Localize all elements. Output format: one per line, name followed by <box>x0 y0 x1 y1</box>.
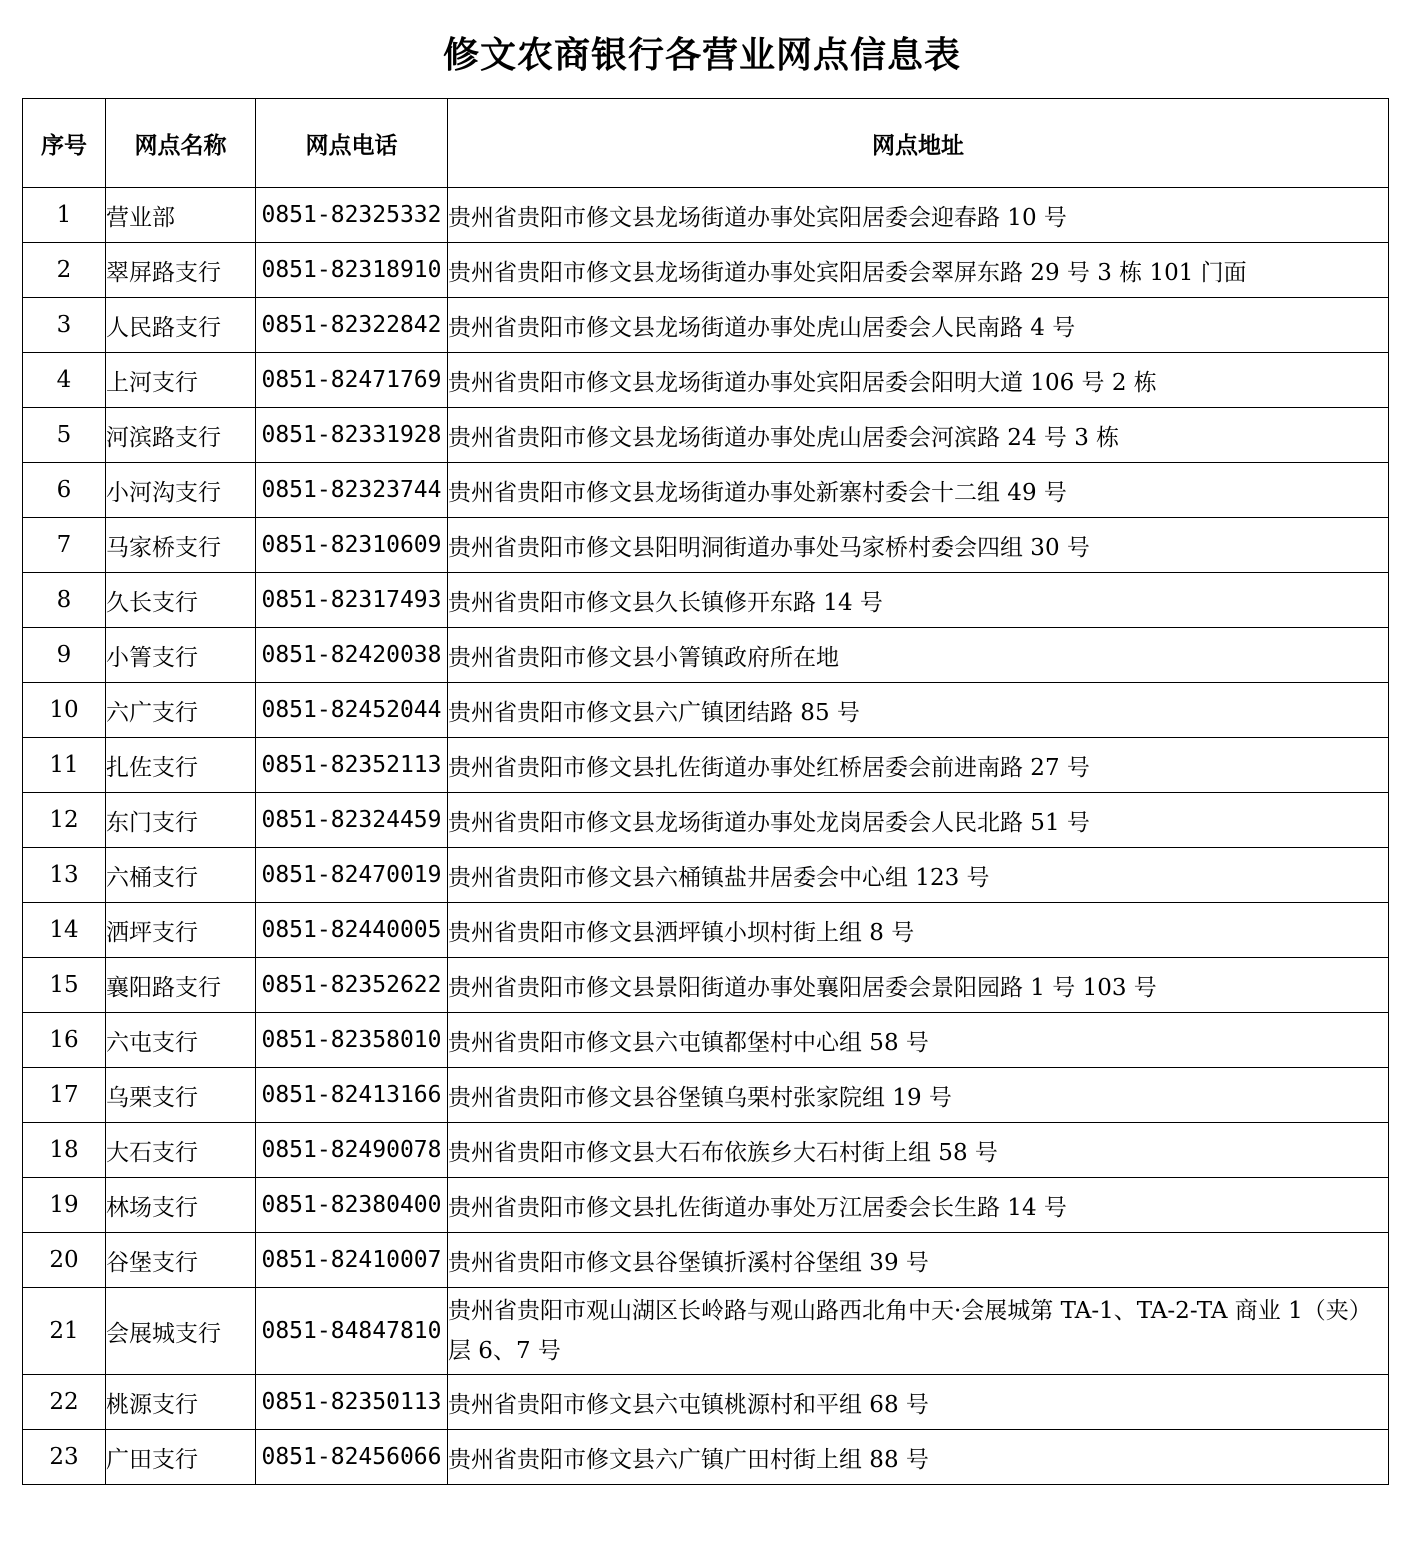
branch-address: 贵州省贵阳市修文县龙场街道办事处宾阳居委会迎春路 10 号 <box>448 188 1389 243</box>
branch-address: 贵州省贵阳市修文县六广镇团结路 85 号 <box>448 683 1389 738</box>
table-row <box>23 298 1389 353</box>
branch-phone: 0851-82490078 <box>256 1123 448 1178</box>
branch-name: 河滨路支行 <box>106 408 256 463</box>
branch-name: 营业部 <box>106 188 256 243</box>
table-row <box>23 408 1389 463</box>
header-address: 网点地址 <box>448 99 1389 188</box>
branch-address: 贵州省贵阳市修文县六屯镇桃源村和平组 68 号 <box>448 1375 1389 1430</box>
branch-address: 贵州省贵阳市修文县久长镇修开东路 14 号 <box>448 573 1389 628</box>
branch-name: 乌栗支行 <box>106 1068 256 1123</box>
branch-address: 贵州省贵阳市修文县扎佐街道办事处红桥居委会前进南路 27 号 <box>448 738 1389 793</box>
branch-name: 小河沟支行 <box>106 463 256 518</box>
branch-name: 会展城支行 <box>106 1288 256 1375</box>
row-number: 11 <box>23 738 106 793</box>
row-number: 22 <box>23 1375 106 1430</box>
branch-phone: 0851-82471769 <box>256 353 448 408</box>
row-number: 1 <box>23 188 106 243</box>
branch-name: 六桶支行 <box>106 848 256 903</box>
row-number: 21 <box>23 1288 106 1375</box>
branch-phone: 0851-82410007 <box>256 1233 448 1288</box>
branch-address: 贵州省贵阳市修文县六桶镇盐井居委会中心组 123 号 <box>448 848 1389 903</box>
branch-name: 扎佐支行 <box>106 738 256 793</box>
table-row <box>23 1233 1389 1288</box>
branch-phone: 0851-82317493 <box>256 573 448 628</box>
branch-address: 贵州省贵阳市修文县龙场街道办事处新寨村委会十二组 49 号 <box>448 463 1389 518</box>
row-number: 23 <box>23 1430 106 1485</box>
branch-address: 贵州省贵阳市修文县洒坪镇小坝村街上组 8 号 <box>448 903 1389 958</box>
branch-address: 贵州省贵阳市修文县龙场街道办事处宾阳居委会阳明大道 106 号 2 栋 <box>448 353 1389 408</box>
table-row <box>23 1123 1389 1178</box>
row-number: 5 <box>23 408 106 463</box>
branch-phone: 0851-82470019 <box>256 848 448 903</box>
table-row <box>23 1178 1389 1233</box>
row-number: 10 <box>23 683 106 738</box>
table-row <box>23 1013 1389 1068</box>
branch-phone: 0851-82420038 <box>256 628 448 683</box>
branch-address: 贵州省贵阳市修文县阳明洞街道办事处马家桥村委会四组 30 号 <box>448 518 1389 573</box>
branch-phone: 0851-82322842 <box>256 298 448 353</box>
branch-name: 桃源支行 <box>106 1375 256 1430</box>
row-number: 7 <box>23 518 106 573</box>
header-name: 网点名称 <box>106 99 256 188</box>
branch-name: 小箐支行 <box>106 628 256 683</box>
branch-name: 东门支行 <box>106 793 256 848</box>
row-number: 13 <box>23 848 106 903</box>
branch-address: 贵州省贵阳市修文县龙场街道办事处虎山居委会河滨路 24 号 3 栋 <box>448 408 1389 463</box>
table-row <box>23 848 1389 903</box>
header-no: 序号 <box>23 99 106 188</box>
branch-name: 六广支行 <box>106 683 256 738</box>
row-number: 2 <box>23 243 106 298</box>
branch-phone: 0851-82358010 <box>256 1013 448 1068</box>
table-row <box>23 463 1389 518</box>
branch-name: 林场支行 <box>106 1178 256 1233</box>
table-row <box>23 1375 1389 1430</box>
branch-phone: 0851-82440005 <box>256 903 448 958</box>
branch-phone: 0851-82456066 <box>256 1430 448 1485</box>
branch-address: 贵州省贵阳市修文县扎佐街道办事处万江居委会长生路 14 号 <box>448 1178 1389 1233</box>
row-number: 6 <box>23 463 106 518</box>
row-number: 19 <box>23 1178 106 1233</box>
branch-table <box>22 98 1389 1485</box>
table-row <box>23 353 1389 408</box>
branch-phone: 0851-82452044 <box>256 683 448 738</box>
branch-address: 贵州省贵阳市修文县谷堡镇折溪村谷堡组 39 号 <box>448 1233 1389 1288</box>
table-row <box>23 243 1389 298</box>
branch-address: 贵州省贵阳市修文县六屯镇都堡村中心组 58 号 <box>448 1013 1389 1068</box>
branch-name: 六屯支行 <box>106 1013 256 1068</box>
header-phone: 网点电话 <box>256 99 448 188</box>
row-number: 12 <box>23 793 106 848</box>
branch-address: 贵州省贵阳市修文县谷堡镇乌栗村张家院组 19 号 <box>448 1068 1389 1123</box>
table-row <box>23 188 1389 243</box>
table-row <box>23 738 1389 793</box>
row-number: 8 <box>23 573 106 628</box>
page-title: 修文农商银行各营业网点信息表 <box>442 35 961 76</box>
table-row <box>23 793 1389 848</box>
branch-name: 久长支行 <box>106 573 256 628</box>
branch-name: 大石支行 <box>106 1123 256 1178</box>
table-row <box>23 1068 1389 1123</box>
branch-address: 贵州省贵阳市修文县龙场街道办事处宾阳居委会翠屏东路 29 号 3 栋 101 门面 <box>448 243 1389 298</box>
table-row <box>23 518 1389 573</box>
branch-address: 贵州省贵阳市修文县龙场街道办事处龙岗居委会人民北路 51 号 <box>448 793 1389 848</box>
row-number: 16 <box>23 1013 106 1068</box>
branch-phone: 0851-82413166 <box>256 1068 448 1123</box>
row-number: 14 <box>23 903 106 958</box>
branch-name: 上河支行 <box>106 353 256 408</box>
branch-address: 贵州省贵阳市修文县小箐镇政府所在地 <box>448 628 1389 683</box>
table-row <box>23 958 1389 1013</box>
branch-phone: 0851-82318910 <box>256 243 448 298</box>
branch-phone: 0851-82325332 <box>256 188 448 243</box>
branch-address: 贵州省贵阳市修文县大石布依族乡大石村街上组 58 号 <box>448 1123 1389 1178</box>
branch-name: 谷堡支行 <box>106 1233 256 1288</box>
row-number: 18 <box>23 1123 106 1178</box>
branch-address: 贵州省贵阳市修文县六广镇广田村街上组 88 号 <box>448 1430 1389 1485</box>
table-row <box>23 903 1389 958</box>
branch-address: 贵州省贵阳市修文县龙场街道办事处虎山居委会人民南路 4 号 <box>448 298 1389 353</box>
branch-phone: 0851-82323744 <box>256 463 448 518</box>
branch-address: 贵州省贵阳市观山湖区长岭路与观山路西北角中天·会展城第 TA-1、TA-2-TA 商业 1（夹）层 6、7 号 <box>448 1288 1389 1375</box>
branch-name: 翠屏路支行 <box>106 243 256 298</box>
row-number: 15 <box>23 958 106 1013</box>
branch-name: 马家桥支行 <box>106 518 256 573</box>
branch-phone: 0851-84847810 <box>256 1288 448 1375</box>
row-number: 3 <box>23 298 106 353</box>
branch-address: 贵州省贵阳市修文县景阳街道办事处襄阳居委会景阳园路 1 号 103 号 <box>448 958 1389 1013</box>
branch-name: 襄阳路支行 <box>106 958 256 1013</box>
table-row <box>23 1430 1389 1485</box>
branch-name: 广田支行 <box>106 1430 256 1485</box>
table-row <box>23 628 1389 683</box>
branch-name: 人民路支行 <box>106 298 256 353</box>
row-number: 20 <box>23 1233 106 1288</box>
branch-phone: 0851-82352113 <box>256 738 448 793</box>
branch-phone: 0851-82350113 <box>256 1375 448 1430</box>
row-number: 17 <box>23 1068 106 1123</box>
row-number: 4 <box>23 353 106 408</box>
branch-phone: 0851-82380400 <box>256 1178 448 1233</box>
header-row <box>23 99 1389 188</box>
table-row <box>23 1288 1389 1375</box>
branch-phone: 0851-82352622 <box>256 958 448 1013</box>
branch-name: 洒坪支行 <box>106 903 256 958</box>
table-row <box>23 573 1389 628</box>
branch-phone: 0851-82310609 <box>256 518 448 573</box>
branch-phone: 0851-82331928 <box>256 408 448 463</box>
row-number: 9 <box>23 628 106 683</box>
branch-phone: 0851-82324459 <box>256 793 448 848</box>
table-row <box>23 683 1389 738</box>
